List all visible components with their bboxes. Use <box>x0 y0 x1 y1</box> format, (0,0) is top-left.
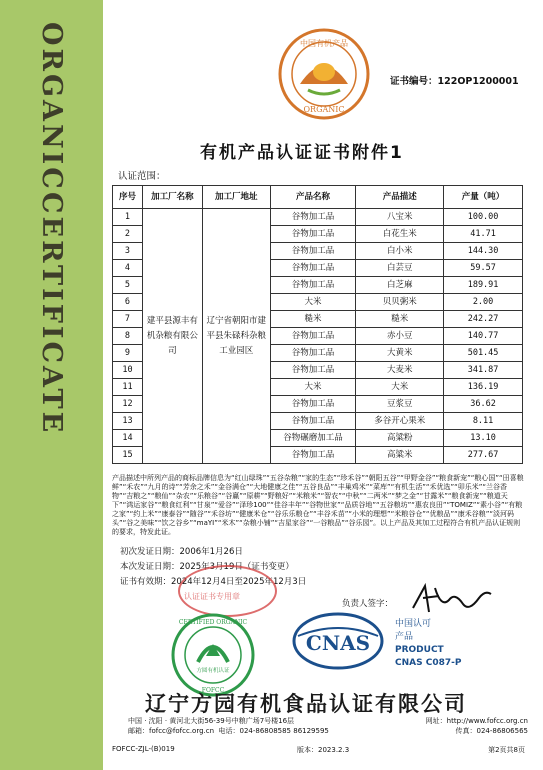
cell-qty: 189.91 <box>444 277 523 294</box>
cell-product: 谷物碾磨加工品 <box>270 430 356 447</box>
cell-product: 谷物加工品 <box>270 396 356 413</box>
cell-factory-address: 辽宁省朝阳市建平县朱碌科杂粮工业园区 <box>202 209 270 464</box>
signature-image <box>405 578 495 618</box>
this-issue-date: 本次发证日期：2025年3月19日（证书变更） <box>120 562 294 572</box>
cell-desc: 豆浆豆 <box>356 396 444 413</box>
cell-no: 8 <box>113 328 143 345</box>
cell-qty: 501.45 <box>444 345 523 362</box>
cell-no: 9 <box>113 345 143 362</box>
cell-desc: 大米 <box>356 379 444 396</box>
cell-desc: 赤小豆 <box>356 328 444 345</box>
footer-page: 第2页共8页 <box>488 746 525 754</box>
cell-desc: 八宝米 <box>356 209 444 226</box>
cell-desc: 白芸豆 <box>356 260 444 277</box>
address-email: 邮箱：fofcc@fofcc.org.cn <box>128 727 215 735</box>
address-left: 中国 · 沈阳 · 黄河北大街56-39号中粮广场7号楼16层 <box>128 717 295 725</box>
cell-qty: 136.19 <box>444 379 523 396</box>
seal-top-text: CERTIFIED ORGANIC <box>178 619 248 626</box>
col-header-factory: 加工厂名称 <box>142 186 202 209</box>
cell-no: 12 <box>113 396 143 413</box>
cell-qty: 100.00 <box>444 209 523 226</box>
cell-no: 6 <box>113 294 143 311</box>
cell-factory-name: 建平县源丰有机杂粮有限公司 <box>142 209 202 464</box>
sidebar-word-organic: ORGANIC <box>36 22 67 192</box>
cell-no: 7 <box>113 311 143 328</box>
cell-product: 大米 <box>270 379 356 396</box>
cell-qty: 140.77 <box>444 328 523 345</box>
cell-product: 谷物加工品 <box>270 209 356 226</box>
address-fax: 传真：024-86806565 <box>455 727 528 735</box>
cell-desc: 白花生米 <box>356 226 444 243</box>
cnas-text <box>395 618 461 670</box>
col-header-desc: 产品描述 <box>356 186 444 209</box>
col-header-no: 序号 <box>113 186 143 209</box>
cell-desc: 大黄米 <box>356 345 444 362</box>
cell-qty: 41.71 <box>444 226 523 243</box>
cell-no: 11 <box>113 379 143 396</box>
cell-no: 1 <box>113 209 143 226</box>
cell-qty: 59.57 <box>444 260 523 277</box>
cell-no: 13 <box>113 413 143 430</box>
cell-no: 2 <box>113 226 143 243</box>
seal-center-text: 方圆有机认证 <box>196 668 230 674</box>
cnas-logo-text: CNAS <box>305 631 371 655</box>
cell-desc: 贝贝粥米 <box>356 294 444 311</box>
stamp-text: 认证证书专用章 <box>184 592 240 601</box>
cnas-line4: CNAS C087-P <box>395 658 462 668</box>
cell-desc: 白芝麻 <box>356 277 444 294</box>
cell-product: 谷物加工品 <box>270 226 356 243</box>
cell-product: 谷物加工品 <box>270 413 356 430</box>
cnas-line2: 产品 <box>395 632 414 642</box>
col-header-qty: 产量（吨） <box>444 186 523 209</box>
cell-qty: 341.87 <box>444 362 523 379</box>
cell-desc: 多谷开心果米 <box>356 413 444 430</box>
brands-text: 产品描述中所列产品的商标品牌信息为“红山绿珠”“五谷杂粮”“家的生态”“珍禾谷”“朝阳五谷”“甲野金谷”“粮食新宠”“粮心国”“田喜粮鲜”“禾农”“九月的诗”“芳余之禾”“金谷满仓”“大地健康之佳”“五谷良品”“丰巢鸡米”“菜库”“有机生活”“禾优选”“卯乐米”“兰谷香物”“吉粮之”“粮仙”“杂农”“乐粮谷”“谷赢”“原耕”“野粮好”“米粮米”“智农”“中秋”“二两米”“梦之金”“甘露米”“粮食新宠”“粮道天下”“鸿运家谷”“粮食红利”“甘泉”“爱谷”“泽珍100”“佳谷丰年”“谷物世家”“品质谷地”“五谷粮坊”“惠农良田”“TOMIZ”“素小谷”“有粮之家”“约上米”“康泰谷”“随谷”“禾谷坊”“健康米仓”“谷乐乐粮仓”“丰谷禾苗”“小米的理想”“米粮谷仓”“优粮品”“康禾谷粮”“淡河码头”“谷之美味”“饮之谷乡”“maYI”“米木”“杂粮小铺”“吉星家谷”“一谷粮品”“谷乐园”。以上产品及其加工过程符合有机产品认证规则的要求，特发此证。 <box>112 474 524 536</box>
address-site: 网址：http://www.fofcc.org.cn <box>425 717 528 725</box>
company-name: 辽宁方园有机食品认证有限公司 <box>145 692 467 716</box>
logo-bottom-text: ORGANIC <box>303 105 345 114</box>
certificate-number: 证书编号：122OP1200001 <box>390 76 519 87</box>
col-header-product: 产品名称 <box>270 186 356 209</box>
cell-product: 谷物加工品 <box>270 243 356 260</box>
footer-version: 版本：2023.2.3 <box>297 746 350 754</box>
table-header-row <box>113 186 523 209</box>
cell-desc: 糙米 <box>356 311 444 328</box>
cell-product: 谷物加工品 <box>270 362 356 379</box>
cell-desc: 大麦米 <box>356 362 444 379</box>
sidebar-band <box>0 0 103 770</box>
signer-label: 负责人签字： <box>342 599 394 609</box>
cell-qty: 242.27 <box>444 311 523 328</box>
cell-product: 谷物加工品 <box>270 447 356 464</box>
cell-no: 4 <box>113 260 143 277</box>
cell-no: 10 <box>113 362 143 379</box>
cnas-logo <box>292 612 384 670</box>
scope-label: 认证范围： <box>118 171 166 182</box>
cell-product: 大米 <box>270 294 356 311</box>
cnas-line3: PRODUCT <box>395 645 444 655</box>
cnas-line1: 中国认可 <box>395 619 432 629</box>
first-issue-date: 初次发证日期：2006年1月26日 <box>120 547 243 557</box>
cell-no: 3 <box>113 243 143 260</box>
footer-code: FOFCC-ZJL-(B)019 <box>112 745 175 753</box>
product-table <box>112 185 523 464</box>
green-organic-seal <box>168 610 258 700</box>
cell-product: 谷物加工品 <box>270 345 356 362</box>
seal-bottom-text: FOFCC <box>201 687 225 694</box>
cell-desc: 高粱米 <box>356 447 444 464</box>
cell-qty: 8.11 <box>444 413 523 430</box>
validity-date: 证书有效期：2024年12月4日至2025年12月3日 <box>120 577 307 587</box>
cell-no: 14 <box>113 430 143 447</box>
sidebar-word-certificate: CERTIFICATE <box>36 192 67 436</box>
address-tel: 电话：024-86808585 86129595 <box>218 727 329 735</box>
cell-qty: 144.30 <box>444 243 523 260</box>
cell-qty: 36.62 <box>444 396 523 413</box>
col-header-address: 加工厂地址 <box>202 186 270 209</box>
organic-logo <box>278 28 370 120</box>
logo-top-text: 中国有机产品 <box>300 39 348 48</box>
cell-qty: 13.10 <box>444 430 523 447</box>
cell-desc: 高粱粉 <box>356 430 444 447</box>
sidebar-title <box>28 22 78 436</box>
cell-product: 谷物加工品 <box>270 328 356 345</box>
cell-product: 谷物加工品 <box>270 260 356 277</box>
cell-qty: 2.00 <box>444 294 523 311</box>
cell-product: 糙米 <box>270 311 356 328</box>
table-row <box>113 209 523 226</box>
cell-no: 5 <box>113 277 143 294</box>
cell-qty: 277.67 <box>444 447 523 464</box>
address-block <box>128 716 528 736</box>
page-title: 有机产品认证证书附件1 <box>200 143 404 163</box>
cell-product: 谷物加工品 <box>270 277 356 294</box>
cell-desc: 白小米 <box>356 243 444 260</box>
cell-no: 15 <box>113 447 143 464</box>
